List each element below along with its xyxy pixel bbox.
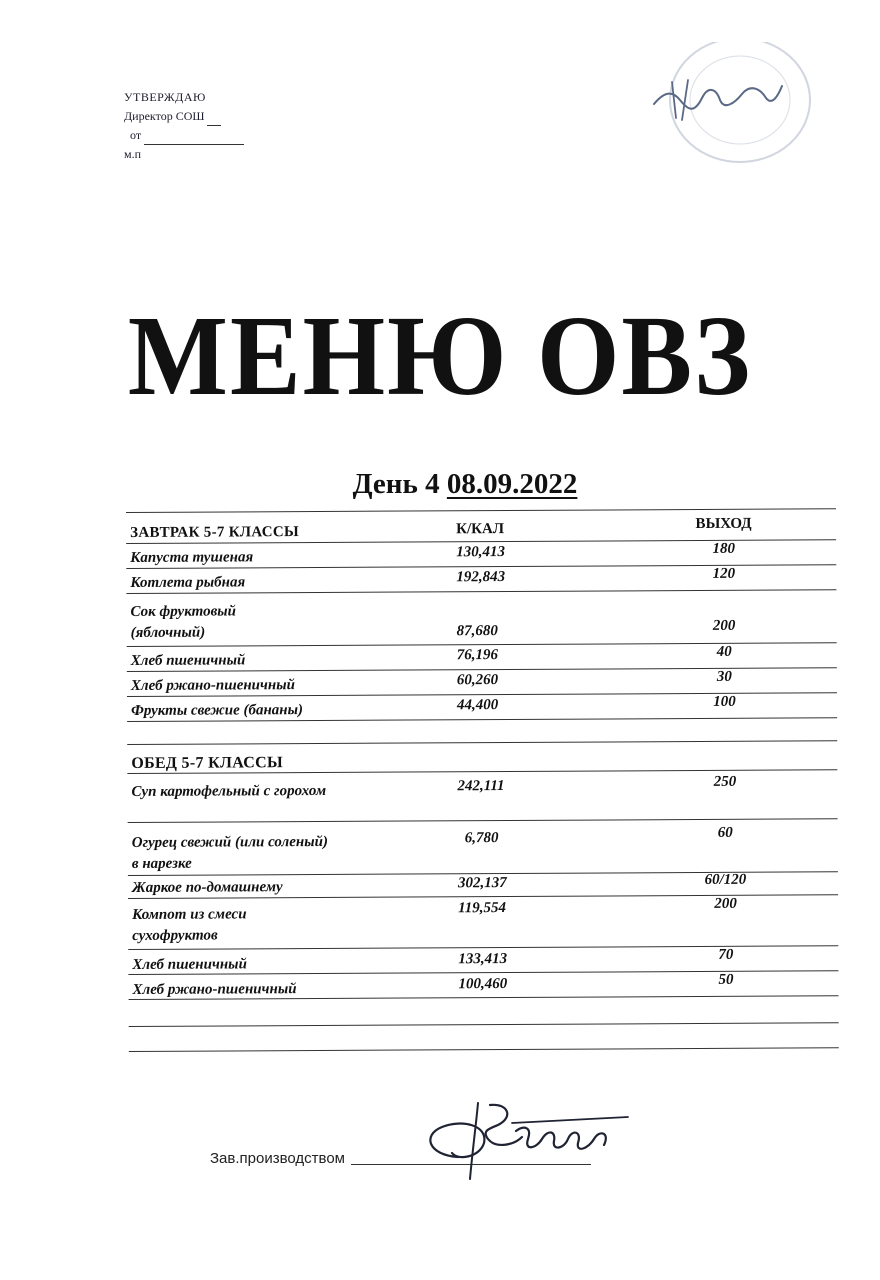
page-title: МЕНЮ ОВЗ [127,292,753,419]
breakfast-header: ЗАВТРАК 5-7 КЛАССЫ [130,524,300,541]
dish-yield: 120 [712,565,736,582]
dish-name: Сок фруктовый (яблочный) [130,603,237,641]
table-row [128,895,838,950]
lunch-header: ОБЕД 5-7 КЛАССЫ [131,754,283,772]
approval-block [124,88,244,164]
table-row [128,819,838,876]
dish-yield: 180 [712,540,735,557]
dish-yield: 250 [713,773,737,790]
dish-name: Хлеб пшеничный [132,956,247,973]
dish-kcal: 242,111 [457,778,505,795]
dish-yield: 200 [712,617,736,634]
table-row [126,565,836,594]
dish-name: Фрукты свежие (бананы) [131,702,304,719]
lunch-header-row [127,741,837,774]
table-row [127,693,837,722]
approval-stamp-place: м.п [124,147,142,161]
dish-kcal: 302,137 [457,875,507,892]
approval-position-text: Директор СОШ [124,109,205,123]
table-row [128,946,838,975]
approval-date [124,126,244,145]
dish-name: Котлета рыбная [130,574,246,591]
dish-kcal: 6,780 [464,830,499,847]
empty-row [129,1023,839,1052]
empty-row [129,996,839,1027]
table-row [126,590,836,647]
stamp-seal [642,42,812,172]
handwritten-signature [418,1095,633,1180]
dish-kcal: 100,460 [458,976,508,993]
approval-position [124,107,244,126]
dish-yield: 70 [718,946,734,963]
dish-kcal: 60,260 [456,672,499,689]
dish-kcal: 119,554 [458,900,507,917]
dish-name: Огурец свежий (или соленый) в нарезке [131,833,329,872]
dish-yield: 60 [717,824,733,841]
day-date: 08.09.2022 [446,468,578,500]
day-label: День 4 [352,468,440,500]
dish-name: Суп картофельный с горохом [131,782,327,800]
dish-kcal: 192,843 [456,569,506,586]
table-row [127,668,837,697]
kcal-header: К/КАЛ [456,521,505,538]
dish-name: Компот из смеси сухофруктов [132,906,247,944]
dish-yield: 60/120 [704,871,747,888]
dish-kcal: 44,400 [456,697,499,714]
breakfast-header-row [126,508,836,544]
dish-kcal: 76,196 [456,647,499,664]
dish-kcal: 133,413 [458,951,508,968]
table-row [126,540,836,569]
dish-yield: 40 [716,643,732,660]
dish-name: Хлеб ржано-пшеничный [130,677,296,694]
signer-label: Зав.производством [210,1150,345,1167]
dish-name: Хлеб ржано-пшеничный [132,981,297,998]
dish-name: Капуста тушеная [130,549,254,566]
dish-kcal: 130,413 [456,544,506,561]
yield-header: ВЫХОД [695,515,752,533]
table-row [128,971,838,1000]
dish-yield: 30 [716,668,732,685]
dish-yield: 200 [714,895,737,912]
approval-from-text: от [130,128,142,142]
dish-name: Хлеб пшеничный [130,652,246,669]
dish-yield: 100 [713,693,736,710]
dish-yield: 50 [718,971,734,988]
dish-kcal: 87,680 [456,623,498,640]
table-row [127,770,837,823]
dish-name: Жаркое по-домашнему [131,879,283,896]
table-row [127,643,837,672]
day-heading [0,467,880,501]
approval-title: УТВЕРЖДАЮ [124,90,206,104]
menu-table [126,508,839,1052]
